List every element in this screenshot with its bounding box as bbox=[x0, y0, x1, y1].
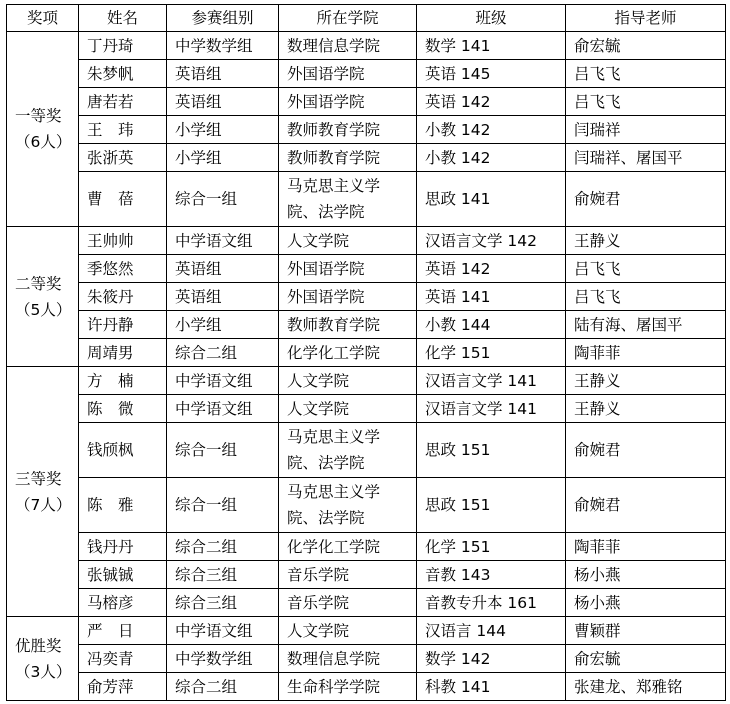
table-row bbox=[7, 645, 726, 673]
student-name-cell: 唐若若 bbox=[79, 88, 167, 116]
table-row bbox=[7, 116, 726, 144]
awards-table bbox=[6, 4, 726, 701]
college-cell: 教师教育学院 bbox=[279, 311, 417, 339]
class-cell: 小教 142 bbox=[417, 116, 566, 144]
competition-group-cell: 英语组 bbox=[167, 60, 279, 88]
class-cell: 化学 151 bbox=[417, 339, 566, 367]
college-cell: 人文学院 bbox=[279, 227, 417, 255]
table-row bbox=[7, 255, 726, 283]
class-cell: 音教 143 bbox=[417, 561, 566, 589]
teacher-cell: 吕飞飞 bbox=[566, 255, 726, 283]
teacher-cell: 吕飞飞 bbox=[566, 88, 726, 116]
class-cell: 小教 142 bbox=[417, 144, 566, 172]
teacher-cell: 吕飞飞 bbox=[566, 60, 726, 88]
class-cell: 思政 141 bbox=[417, 172, 566, 227]
class-cell: 英语 142 bbox=[417, 88, 566, 116]
class-cell: 汉语言文学 141 bbox=[417, 367, 566, 395]
competition-group-cell: 综合二组 bbox=[167, 673, 279, 701]
teacher-cell: 闫瑞祥 bbox=[566, 116, 726, 144]
teacher-cell: 王静义 bbox=[566, 367, 726, 395]
teacher-cell: 陆有海、屠国平 bbox=[566, 311, 726, 339]
student-name-cell: 王 玮 bbox=[79, 116, 167, 144]
competition-group-cell: 英语组 bbox=[167, 88, 279, 116]
student-name-cell: 朱梦帆 bbox=[79, 60, 167, 88]
table-row bbox=[7, 367, 726, 395]
college-cell: 教师教育学院 bbox=[279, 144, 417, 172]
college-cell: 外国语学院 bbox=[279, 255, 417, 283]
teacher-cell: 王静义 bbox=[566, 227, 726, 255]
college-cell: 马克思主义学院、法学院 bbox=[279, 423, 417, 478]
table-row bbox=[7, 283, 726, 311]
teacher-cell: 杨小燕 bbox=[566, 589, 726, 617]
competition-group-cell: 小学组 bbox=[167, 311, 279, 339]
teacher-cell: 闫瑞祥、屠国平 bbox=[566, 144, 726, 172]
award-level-cell: 二等奖（5人） bbox=[7, 227, 79, 367]
student-name-cell: 朱筱丹 bbox=[79, 283, 167, 311]
competition-group-cell: 综合一组 bbox=[167, 172, 279, 227]
student-name-cell: 陈 雅 bbox=[79, 478, 167, 533]
table-row bbox=[7, 144, 726, 172]
competition-group-cell: 中学数学组 bbox=[167, 32, 279, 60]
header-row bbox=[7, 5, 726, 32]
student-name-cell: 陈 微 bbox=[79, 395, 167, 423]
college-cell: 人文学院 bbox=[279, 395, 417, 423]
table-row bbox=[7, 311, 726, 339]
class-cell: 英语 142 bbox=[417, 255, 566, 283]
student-name-cell: 冯奕青 bbox=[79, 645, 167, 673]
table-row bbox=[7, 478, 726, 533]
college-cell: 马克思主义学院、法学院 bbox=[279, 172, 417, 227]
class-cell: 科教 141 bbox=[417, 673, 566, 701]
competition-group-cell: 英语组 bbox=[167, 255, 279, 283]
college-cell: 外国语学院 bbox=[279, 283, 417, 311]
teacher-cell: 陶菲菲 bbox=[566, 533, 726, 561]
class-cell: 汉语言 144 bbox=[417, 617, 566, 645]
class-cell: 数学 141 bbox=[417, 32, 566, 60]
header-name: 姓名 bbox=[79, 5, 167, 32]
student-name-cell: 严 日 bbox=[79, 617, 167, 645]
class-cell: 英语 145 bbox=[417, 60, 566, 88]
competition-group-cell: 中学语文组 bbox=[167, 227, 279, 255]
competition-group-cell: 综合二组 bbox=[167, 339, 279, 367]
teacher-cell: 王静义 bbox=[566, 395, 726, 423]
student-name-cell: 俞芳萍 bbox=[79, 673, 167, 701]
header-class: 班级 bbox=[417, 5, 566, 32]
competition-group-cell: 英语组 bbox=[167, 283, 279, 311]
class-cell: 化学 151 bbox=[417, 533, 566, 561]
college-cell: 音乐学院 bbox=[279, 561, 417, 589]
college-cell: 人文学院 bbox=[279, 367, 417, 395]
college-cell: 化学化工学院 bbox=[279, 339, 417, 367]
college-cell: 化学化工学院 bbox=[279, 533, 417, 561]
competition-group-cell: 综合三组 bbox=[167, 561, 279, 589]
college-cell: 人文学院 bbox=[279, 617, 417, 645]
college-cell: 马克思主义学院、法学院 bbox=[279, 478, 417, 533]
competition-group-cell: 中学数学组 bbox=[167, 645, 279, 673]
student-name-cell: 许丹静 bbox=[79, 311, 167, 339]
award-level-cell: 一等奖（6人） bbox=[7, 32, 79, 227]
class-cell: 汉语言文学 142 bbox=[417, 227, 566, 255]
award-level-cell: 优胜奖（3人） bbox=[7, 617, 79, 701]
college-cell: 生命科学学院 bbox=[279, 673, 417, 701]
competition-group-cell: 小学组 bbox=[167, 144, 279, 172]
table-row bbox=[7, 172, 726, 227]
table-row bbox=[7, 673, 726, 701]
teacher-cell: 俞婉君 bbox=[566, 423, 726, 478]
table-row bbox=[7, 32, 726, 60]
competition-group-cell: 综合一组 bbox=[167, 478, 279, 533]
table-row bbox=[7, 395, 726, 423]
table-row bbox=[7, 533, 726, 561]
class-cell: 思政 151 bbox=[417, 423, 566, 478]
student-name-cell: 丁丹琦 bbox=[79, 32, 167, 60]
table-body bbox=[7, 32, 726, 701]
class-cell: 小教 144 bbox=[417, 311, 566, 339]
table-row bbox=[7, 423, 726, 478]
table-row bbox=[7, 589, 726, 617]
student-name-cell: 周靖男 bbox=[79, 339, 167, 367]
teacher-cell: 吕飞飞 bbox=[566, 283, 726, 311]
teacher-cell: 俞宏毓 bbox=[566, 645, 726, 673]
college-cell: 数理信息学院 bbox=[279, 32, 417, 60]
college-cell: 数理信息学院 bbox=[279, 645, 417, 673]
header-college: 所在学院 bbox=[279, 5, 417, 32]
student-name-cell: 马榕彦 bbox=[79, 589, 167, 617]
competition-group-cell: 综合二组 bbox=[167, 533, 279, 561]
competition-group-cell: 中学语文组 bbox=[167, 395, 279, 423]
table-row bbox=[7, 339, 726, 367]
header-award: 奖项 bbox=[7, 5, 79, 32]
college-cell: 外国语学院 bbox=[279, 60, 417, 88]
header-group: 参赛组别 bbox=[167, 5, 279, 32]
teacher-cell: 俞婉君 bbox=[566, 478, 726, 533]
class-cell: 英语 141 bbox=[417, 283, 566, 311]
student-name-cell: 张铖铖 bbox=[79, 561, 167, 589]
class-cell: 汉语言文学 141 bbox=[417, 395, 566, 423]
college-cell: 教师教育学院 bbox=[279, 116, 417, 144]
student-name-cell: 钱丹丹 bbox=[79, 533, 167, 561]
college-cell: 音乐学院 bbox=[279, 589, 417, 617]
student-name-cell: 钱颀枫 bbox=[79, 423, 167, 478]
table-row bbox=[7, 60, 726, 88]
table-row bbox=[7, 561, 726, 589]
student-name-cell: 王帅帅 bbox=[79, 227, 167, 255]
student-name-cell: 曹 蓓 bbox=[79, 172, 167, 227]
competition-group-cell: 综合一组 bbox=[167, 423, 279, 478]
teacher-cell: 俞婉君 bbox=[566, 172, 726, 227]
competition-group-cell: 综合三组 bbox=[167, 589, 279, 617]
student-name-cell: 张浙英 bbox=[79, 144, 167, 172]
college-cell: 外国语学院 bbox=[279, 88, 417, 116]
competition-group-cell: 小学组 bbox=[167, 116, 279, 144]
table-row bbox=[7, 227, 726, 255]
award-level-cell: 三等奖（7人） bbox=[7, 367, 79, 617]
teacher-cell: 杨小燕 bbox=[566, 561, 726, 589]
header-teacher: 指导老师 bbox=[566, 5, 726, 32]
class-cell: 音教专升本 161 bbox=[417, 589, 566, 617]
table-row bbox=[7, 88, 726, 116]
student-name-cell: 季悠然 bbox=[79, 255, 167, 283]
competition-group-cell: 中学语文组 bbox=[167, 617, 279, 645]
class-cell: 数学 142 bbox=[417, 645, 566, 673]
teacher-cell: 俞宏毓 bbox=[566, 32, 726, 60]
table-row bbox=[7, 617, 726, 645]
class-cell: 思政 151 bbox=[417, 478, 566, 533]
teacher-cell: 陶菲菲 bbox=[566, 339, 726, 367]
teacher-cell: 张建龙、郑雅铭 bbox=[566, 673, 726, 701]
student-name-cell: 方 楠 bbox=[79, 367, 167, 395]
competition-group-cell: 中学语文组 bbox=[167, 367, 279, 395]
teacher-cell: 曹颖群 bbox=[566, 617, 726, 645]
